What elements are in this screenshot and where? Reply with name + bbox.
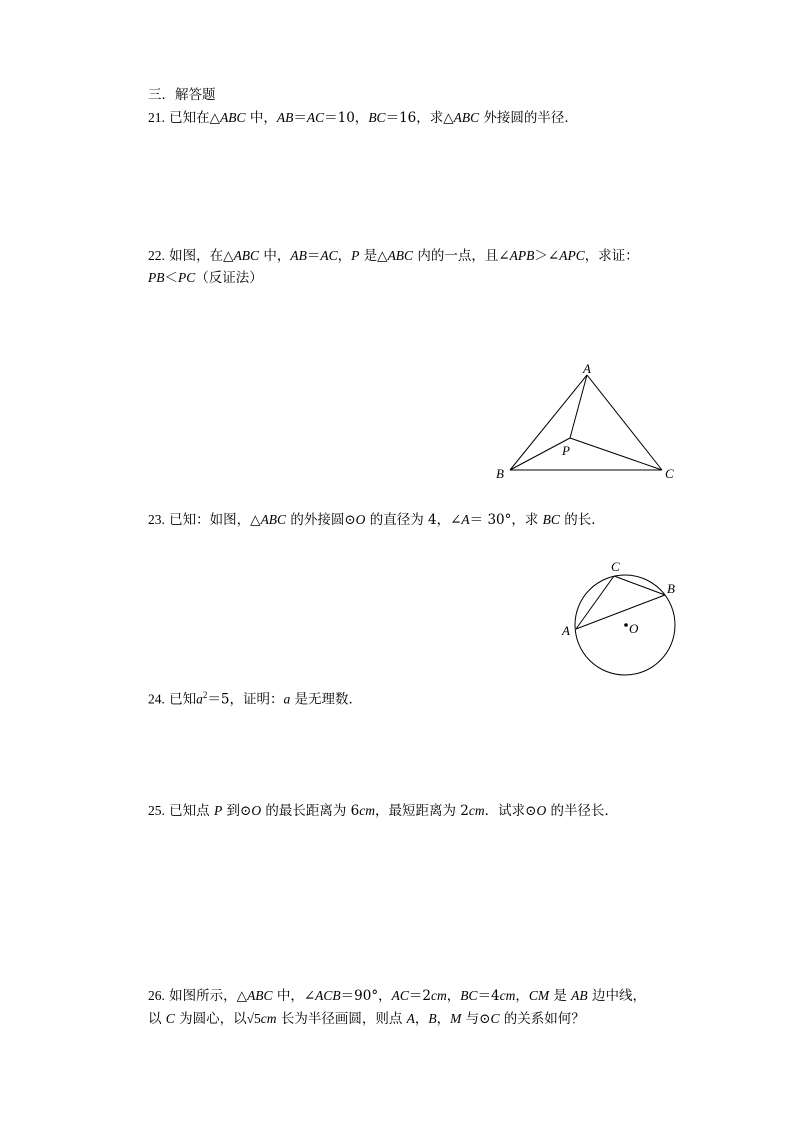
question-25: 25. 已知点 P 到⊙O 的最长距离为 6cm，最短距离为 2cm．试求⊙O 的半径长． (148, 803, 618, 819)
segment-bp (510, 438, 570, 470)
q23-circle-figure (555, 555, 690, 680)
label-b: B (667, 581, 675, 596)
label-o: O (629, 621, 639, 636)
question-24: 24. 已知$a^2=5$，证明：a 是无理数． (148, 690, 363, 708)
segment-ab (576, 595, 665, 629)
segment-ap (570, 375, 587, 438)
q24-number: 24. (148, 691, 165, 707)
q25-number: 25. (148, 803, 165, 818)
q22-number: 22. (148, 248, 165, 263)
question-22: 22. 如图，在△ABC 中，AB＝AC，P 是△ABC 内的一点，且∠APB＞∠APC，求证： (148, 248, 639, 264)
label-b: B (496, 466, 504, 481)
label-a: A (562, 623, 570, 638)
section-title: 三．解答题 (148, 87, 216, 103)
segment-cb (614, 576, 665, 595)
segment-ac (576, 576, 614, 629)
q21-number: 21. (148, 110, 165, 125)
segment-cp (570, 438, 662, 470)
question-23: 23. 已知：如图，△ABC 的外接圆⊙O 的直径为 4，∠A＝ 30°，求 BC 的长． (148, 512, 605, 528)
question-21: 21. 已知在△ABC 中，AB＝AC＝10，BC＝16，求△ABC 外接圆的半径． (148, 110, 578, 126)
label-c: C (611, 559, 620, 574)
q22-triangle-figure (490, 360, 690, 485)
segment-ac (587, 375, 662, 470)
label-a: A (583, 361, 591, 376)
question-26-line-2: 以 C 为圆心，以√5cm 长为半径画圆，则点 A，B，M 与⊙C 的关系如何？ (148, 1011, 585, 1027)
label-p: P (562, 443, 570, 458)
label-c: C (665, 466, 674, 481)
question-22-line-2: PB＜PC（反证法） (148, 270, 263, 286)
q23-number: 23. (148, 512, 165, 527)
question-26: 26. 如图所示，△ABC 中，∠ACB＝90°，AC＝2cm，BC＝4cm，CM 是 AB 边中线， (148, 988, 646, 1004)
segment-ab (510, 375, 587, 470)
center-point-o (624, 623, 628, 627)
sqrt5: √5 (246, 1011, 261, 1026)
q26-number: 26. (148, 988, 165, 1003)
